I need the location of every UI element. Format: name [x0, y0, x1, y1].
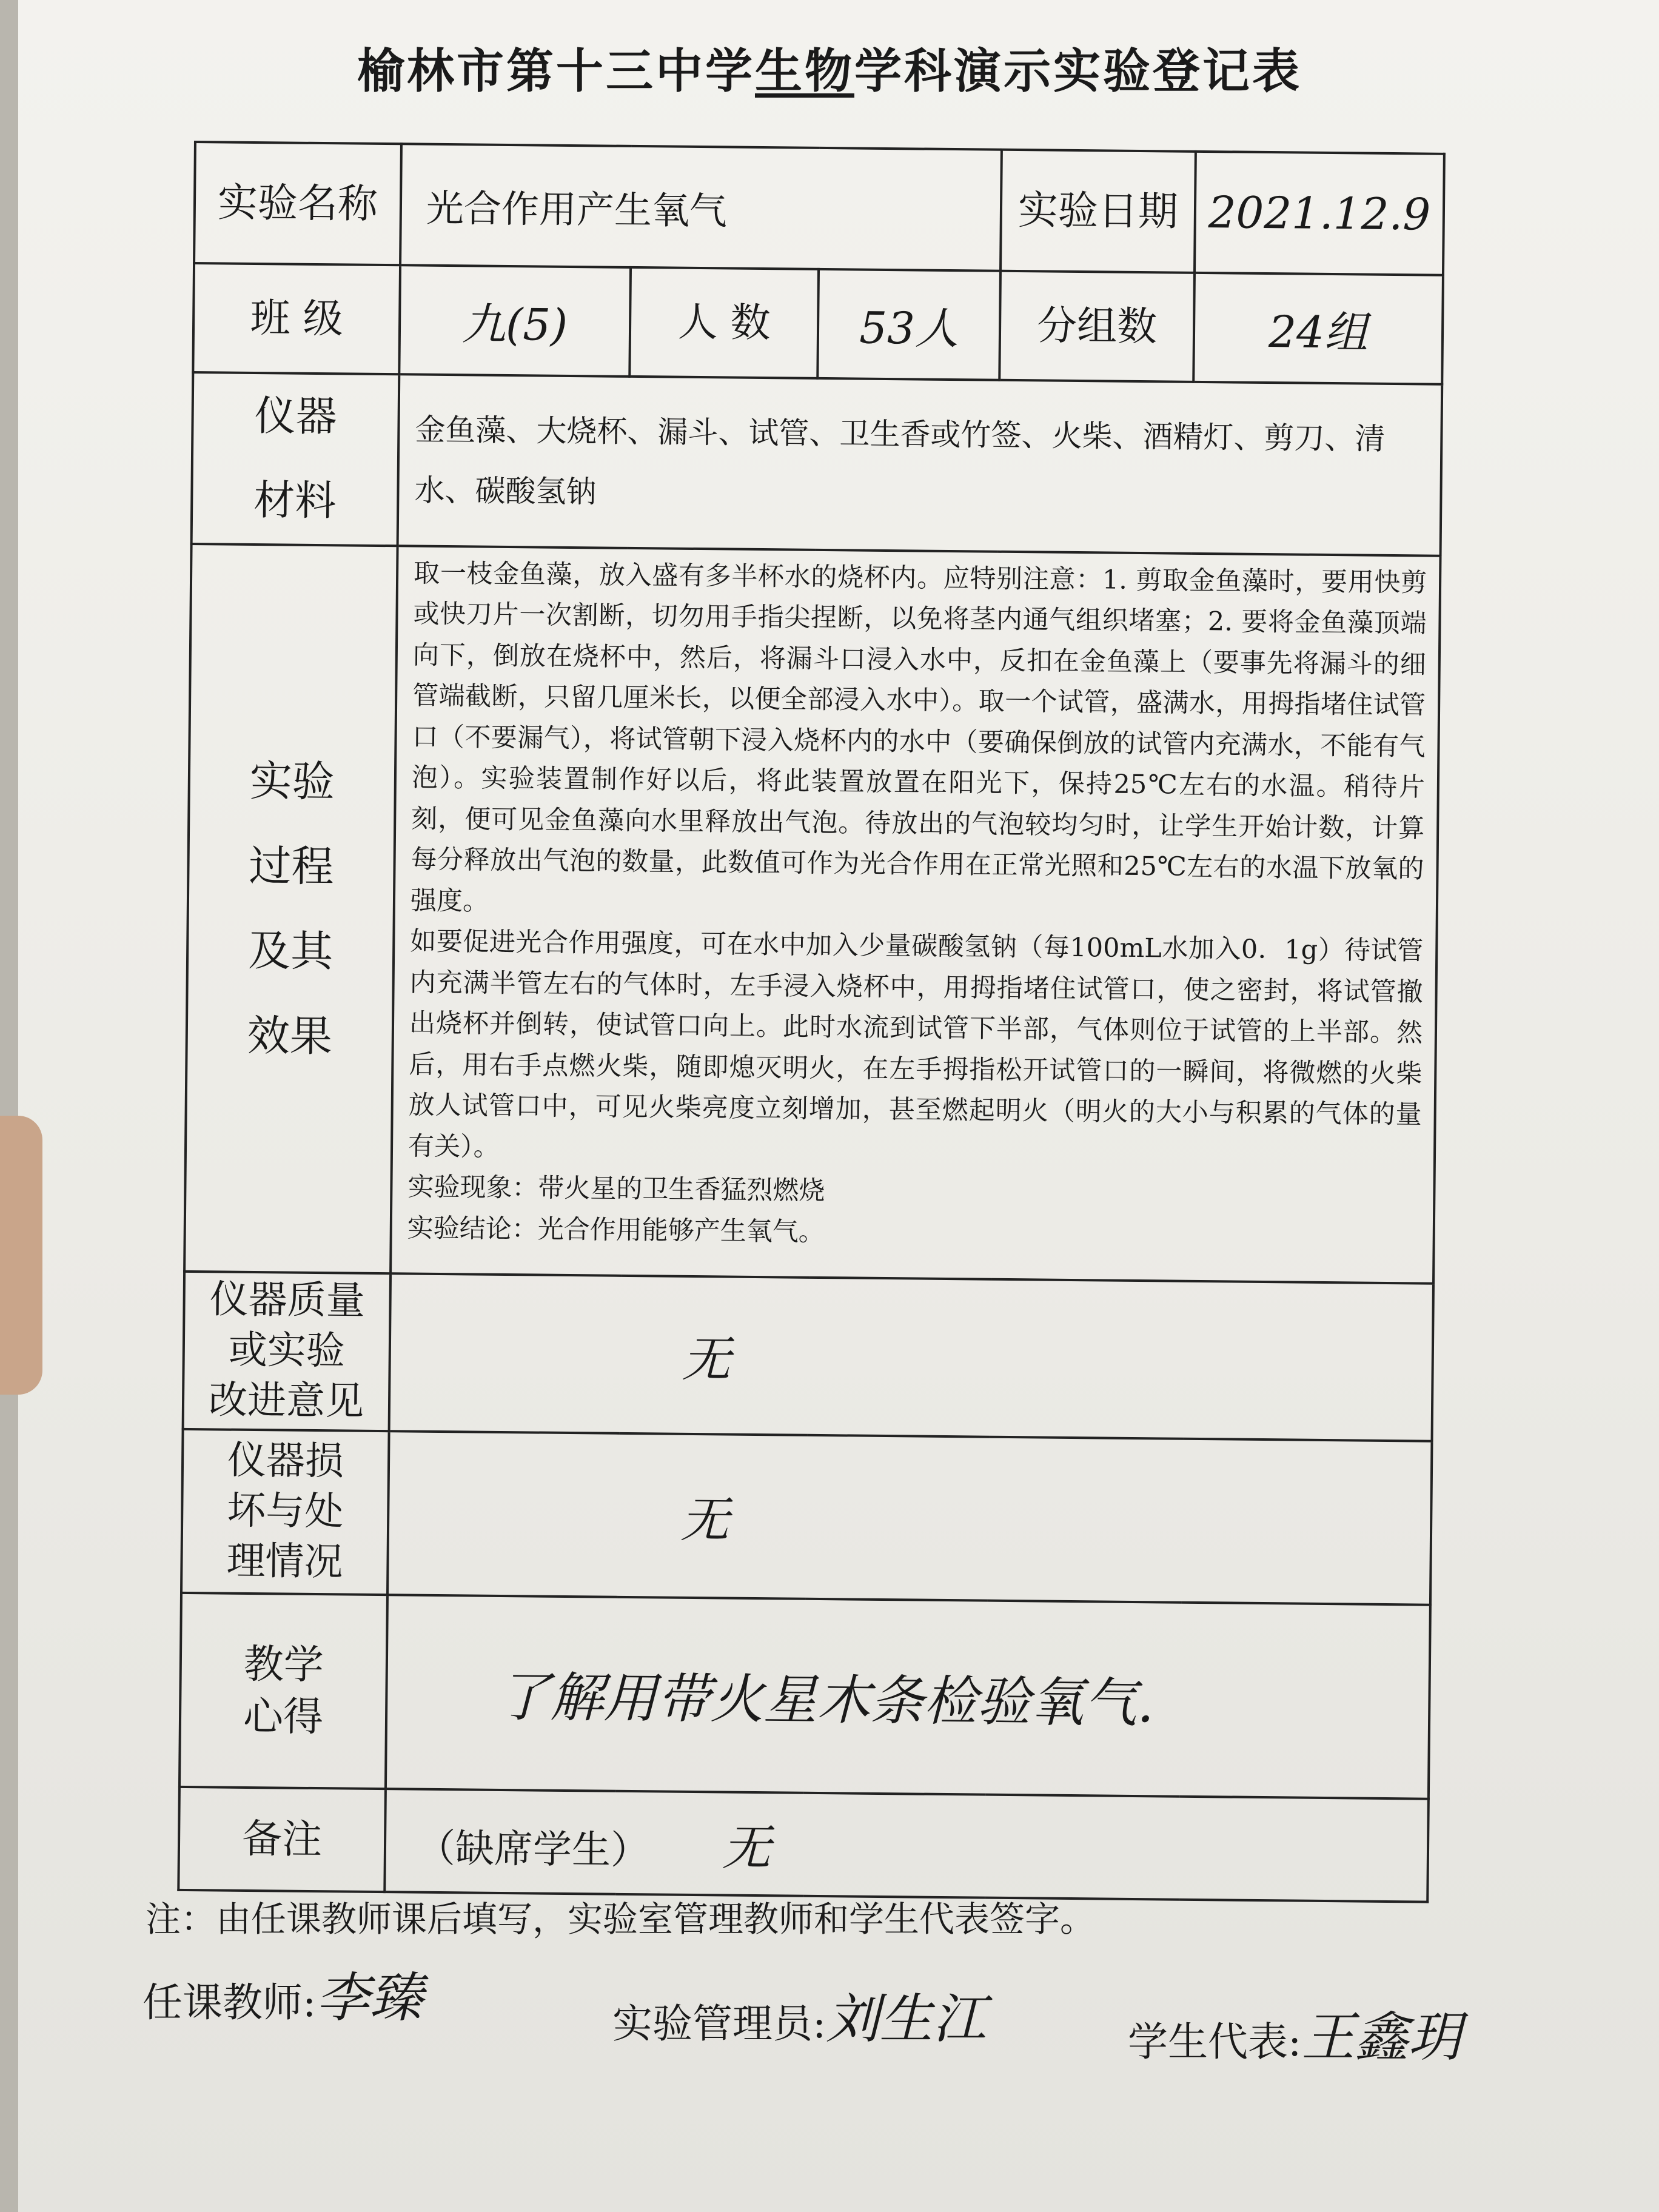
process-paragraph: 取一枝金鱼藻，放入盛有多半杯水的烧杯内。应特别注意：1. 剪取金鱼藻时，要用快剪或快刀片一次割断，切勿用手指尖捏断，以免将茎内通气组织堵塞；2. 要将金鱼藻顶端向下，倒放在烧杯中，然后，将漏斗口浸入水中，反扣在金鱼藻上（要事先将漏斗的细管端截断，只留几厘米长，以便全部浸入水中）。取一个试管，盛满水，用拇指堵住试管口（不要漏气），将试管朝下浸入烧杯内的水中（要确保倒放的试管内充满水，不能有气泡）。实验装置制作好以后，将此装置放置在阳光下，保持25℃左右的水温。稍待片刻，便可见金鱼藻向水里释放出气泡。待放出的气泡较均匀时，让学生开始计数，计算每分释放出气泡的数量，此数值可作为光合作用在正常光照和25℃左右的水温下放氧的强度。 — [410, 558, 1427, 917]
row-remark — [178, 1787, 1429, 1902]
teaching-label: 教学 心得 — [179, 1593, 387, 1789]
materials-value: 金鱼藻、大烧杯、漏斗、试管、卫生香或竹签、火柴、酒精灯、剪刀、清水、碳酸氢钠 — [398, 374, 1443, 555]
experiment-date-value: 2021.12.9 — [1195, 152, 1444, 275]
group-count-value: 24组 — [1193, 273, 1443, 384]
page-title: 榆林市第十三中学生物学科演示实验登记表 — [357, 44, 1302, 99]
row-quality — [183, 1272, 1433, 1441]
quality-label: 仪器质量 或实验 改进意见 — [183, 1272, 390, 1431]
process-paragraph: 如要促进光合作用强度，可在水中加入少量碳酸氢钠（每100mL水加入0．1g）待试管内充满半管左右的气体时，左手浸入烧杯中，用拇指堵住试管口，使之密封，将试管撤出烧杯并倒转，使试管口向上。此时水流到试管下半部，气体则位于试管的上半部。然后，用右手点燃火柴，随即熄灭明火，在左手拇指松开试管口的一瞬间，将微燃的火柴放人试管口中，可见火柴亮度立刻增加，甚至燃起明火（明火的大小与积累的气体的量有关）。 — [407, 926, 1424, 1162]
phenomenon-line: 实验现象：带火星的卫生香猛烈燃烧 — [407, 1171, 825, 1207]
class-value: 九(5) — [399, 265, 631, 377]
manager-name: 刘生江 — [826, 1988, 987, 2050]
damage-value: 无 — [387, 1431, 1432, 1604]
class-label: 班 级 — [193, 263, 400, 374]
student-count-label: 人 数 — [629, 267, 819, 378]
remark-cell — [384, 1789, 1429, 1902]
remark-text: （缺席学生） — [416, 1826, 650, 1874]
process-label: 实验 过程 及其 效果 — [184, 544, 398, 1273]
conclusion-line: 实验结论：光合作用能够产生氧气。 — [407, 1213, 825, 1247]
remark-value: 无 — [722, 1819, 771, 1877]
group-count-label: 分组数 — [999, 271, 1195, 382]
quality-value: 无 — [389, 1273, 1433, 1441]
experiment-name-value: 光合作用产生氧气 — [400, 144, 1002, 270]
student-count-value: 53人 — [817, 269, 1000, 380]
thumb — [0, 1116, 42, 1395]
row-process — [184, 544, 1440, 1284]
footnote: 注：由任课教师课后填写，实验室管理教师和学生代表签字。 — [146, 1899, 1096, 1940]
experiment-date-label: 实验日期 — [1000, 150, 1196, 273]
damage-label: 仪器损 坏与处 理情况 — [181, 1429, 389, 1595]
teacher-name: 李臻 — [316, 1966, 423, 2029]
row-damage — [181, 1429, 1432, 1605]
row-class-info — [193, 263, 1443, 384]
materials-label: 仪器 材料 — [192, 372, 400, 546]
process-content — [390, 546, 1440, 1283]
registration-form — [177, 141, 1446, 1903]
student-name: 王鑫玥 — [1301, 2006, 1462, 2068]
teacher-signature: 任课教师:李臻 — [142, 1966, 423, 2029]
row-experiment-name — [194, 142, 1444, 275]
row-materials — [192, 372, 1443, 556]
row-teaching — [179, 1593, 1430, 1799]
teaching-value: 了解用带火星木条检验氧气. — [386, 1595, 1430, 1798]
manager-signature: 实验管理员:刘生江 — [612, 1988, 987, 2050]
remark-label: 备注 — [178, 1787, 386, 1892]
experiment-name-label: 实验名称 — [194, 142, 401, 265]
student-signature: 学生代表:王鑫玥 — [1128, 2006, 1462, 2068]
